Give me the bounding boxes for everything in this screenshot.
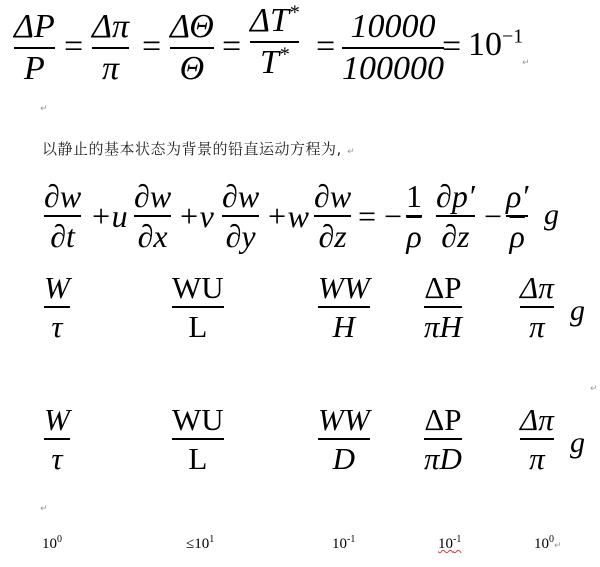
equals-minus: = − <box>358 198 403 234</box>
power-of-ten: $10^{-1}$ <box>468 25 524 63</box>
scale-horizontal-advection <box>172 404 224 474</box>
order-local-term: $10^0$ <box>42 534 62 552</box>
equals-sign: = <box>142 28 162 65</box>
minus-sign: − <box>484 198 503 234</box>
gravity-g: g <box>570 426 585 459</box>
denominator: πH <box>424 309 462 344</box>
numerator: WW <box>318 402 370 437</box>
equals-sign: = <box>316 28 336 65</box>
scale-horizontal-advection <box>172 272 224 342</box>
gravity-g: g <box>544 198 559 231</box>
denominator: ∂z <box>318 218 347 254</box>
numerator: 10000 <box>350 8 436 45</box>
denominator: ρ <box>509 218 525 254</box>
frac-dw-dz <box>314 180 351 252</box>
denominator: τ <box>51 309 63 344</box>
denominator: π <box>529 441 545 476</box>
numerator: WW <box>318 270 370 305</box>
numerator: W <box>44 402 70 437</box>
term-u: +u <box>90 198 128 234</box>
denominator: π <box>101 50 120 87</box>
frac-dw-dx <box>134 180 171 252</box>
gravity-g: g <box>570 294 585 327</box>
denominator: D <box>332 441 356 476</box>
caption-text: 以静止的基本状态为背景的铅直运动方程为, ↵ <box>42 140 356 158</box>
numerator: WU <box>172 270 224 305</box>
paragraph-mark: ↵ <box>40 504 48 514</box>
scale-buoyancy <box>520 404 554 474</box>
equals-sign: = <box>222 28 242 65</box>
order-vertical-advection: $10^{-1}$ <box>332 534 356 552</box>
denominator: πD <box>424 441 462 476</box>
denominator: Θ <box>179 50 205 87</box>
numerator: 1 <box>406 178 422 214</box>
equals-sign: = <box>64 28 84 65</box>
paragraph-mark: ↵ <box>40 104 48 114</box>
frac-dT-T <box>250 1 299 81</box>
frac-dw-dy <box>222 180 259 252</box>
scale-local-term <box>44 272 70 342</box>
denominator: H <box>332 309 356 344</box>
frac-one-over-rho <box>406 180 422 252</box>
scale-pressure-gradient <box>424 272 462 342</box>
denominator: ∂x <box>137 218 168 254</box>
numerator: ∂w <box>134 178 172 214</box>
numerator: Δπ <box>92 8 129 45</box>
frac-rho-prime-over-rho <box>506 180 528 252</box>
numerator: ∂w <box>222 178 260 214</box>
scale-local-term <box>44 404 70 474</box>
denominator: T* <box>259 43 289 81</box>
numerator: ΔP <box>424 402 462 437</box>
numerator: ΔT* <box>250 1 299 39</box>
frac-10000-100000 <box>342 10 444 86</box>
frac-dTheta-Theta <box>170 10 214 86</box>
denominator: ∂z <box>441 218 470 254</box>
term-w: +w <box>266 198 309 234</box>
denominator: τ <box>51 441 63 476</box>
term-v: +v <box>178 198 214 234</box>
scale-pressure-gradient <box>424 404 462 474</box>
numerator: Δπ <box>520 402 554 437</box>
order-horizontal-advection: $\le 10^1$ <box>186 534 215 552</box>
scale-vertical-advection <box>318 404 370 474</box>
scale-vertical-advection <box>318 272 370 342</box>
frac-dp-dz <box>436 180 475 252</box>
denominator: π <box>529 309 545 344</box>
frac-dw-dt <box>44 180 81 252</box>
numerator: ΔP <box>424 270 462 305</box>
denominator: P <box>23 50 45 87</box>
denominator: L <box>188 309 208 344</box>
denominator: ρ <box>406 218 422 254</box>
order-buoyancy: $10^0↵$ <box>534 534 562 552</box>
numerator: W <box>44 270 70 305</box>
numerator: ∂w <box>314 178 352 214</box>
numerator: Δπ <box>520 270 554 305</box>
numerator: WU <box>172 402 224 437</box>
denominator: ∂t <box>50 218 75 254</box>
denominator: 100000 <box>342 50 444 87</box>
numerator: ∂p′ <box>436 178 475 214</box>
order-pressure-gradient: $10^{-1}$ <box>438 534 462 552</box>
frac-dP-P <box>14 10 55 86</box>
numerator: ρ′ <box>506 178 529 214</box>
frac-dpi-pi <box>92 10 129 86</box>
numerator: ΔΘ <box>170 8 214 45</box>
numerator: ΔP <box>14 8 55 45</box>
paragraph-mark: ↵ <box>590 384 598 394</box>
denominator: L <box>188 441 208 476</box>
equals-sign: = <box>442 28 462 65</box>
scale-buoyancy <box>520 272 554 342</box>
numerator: ∂w <box>44 178 82 214</box>
denominator: ∂y <box>225 218 256 254</box>
paragraph-mark: ↵ <box>522 58 530 68</box>
